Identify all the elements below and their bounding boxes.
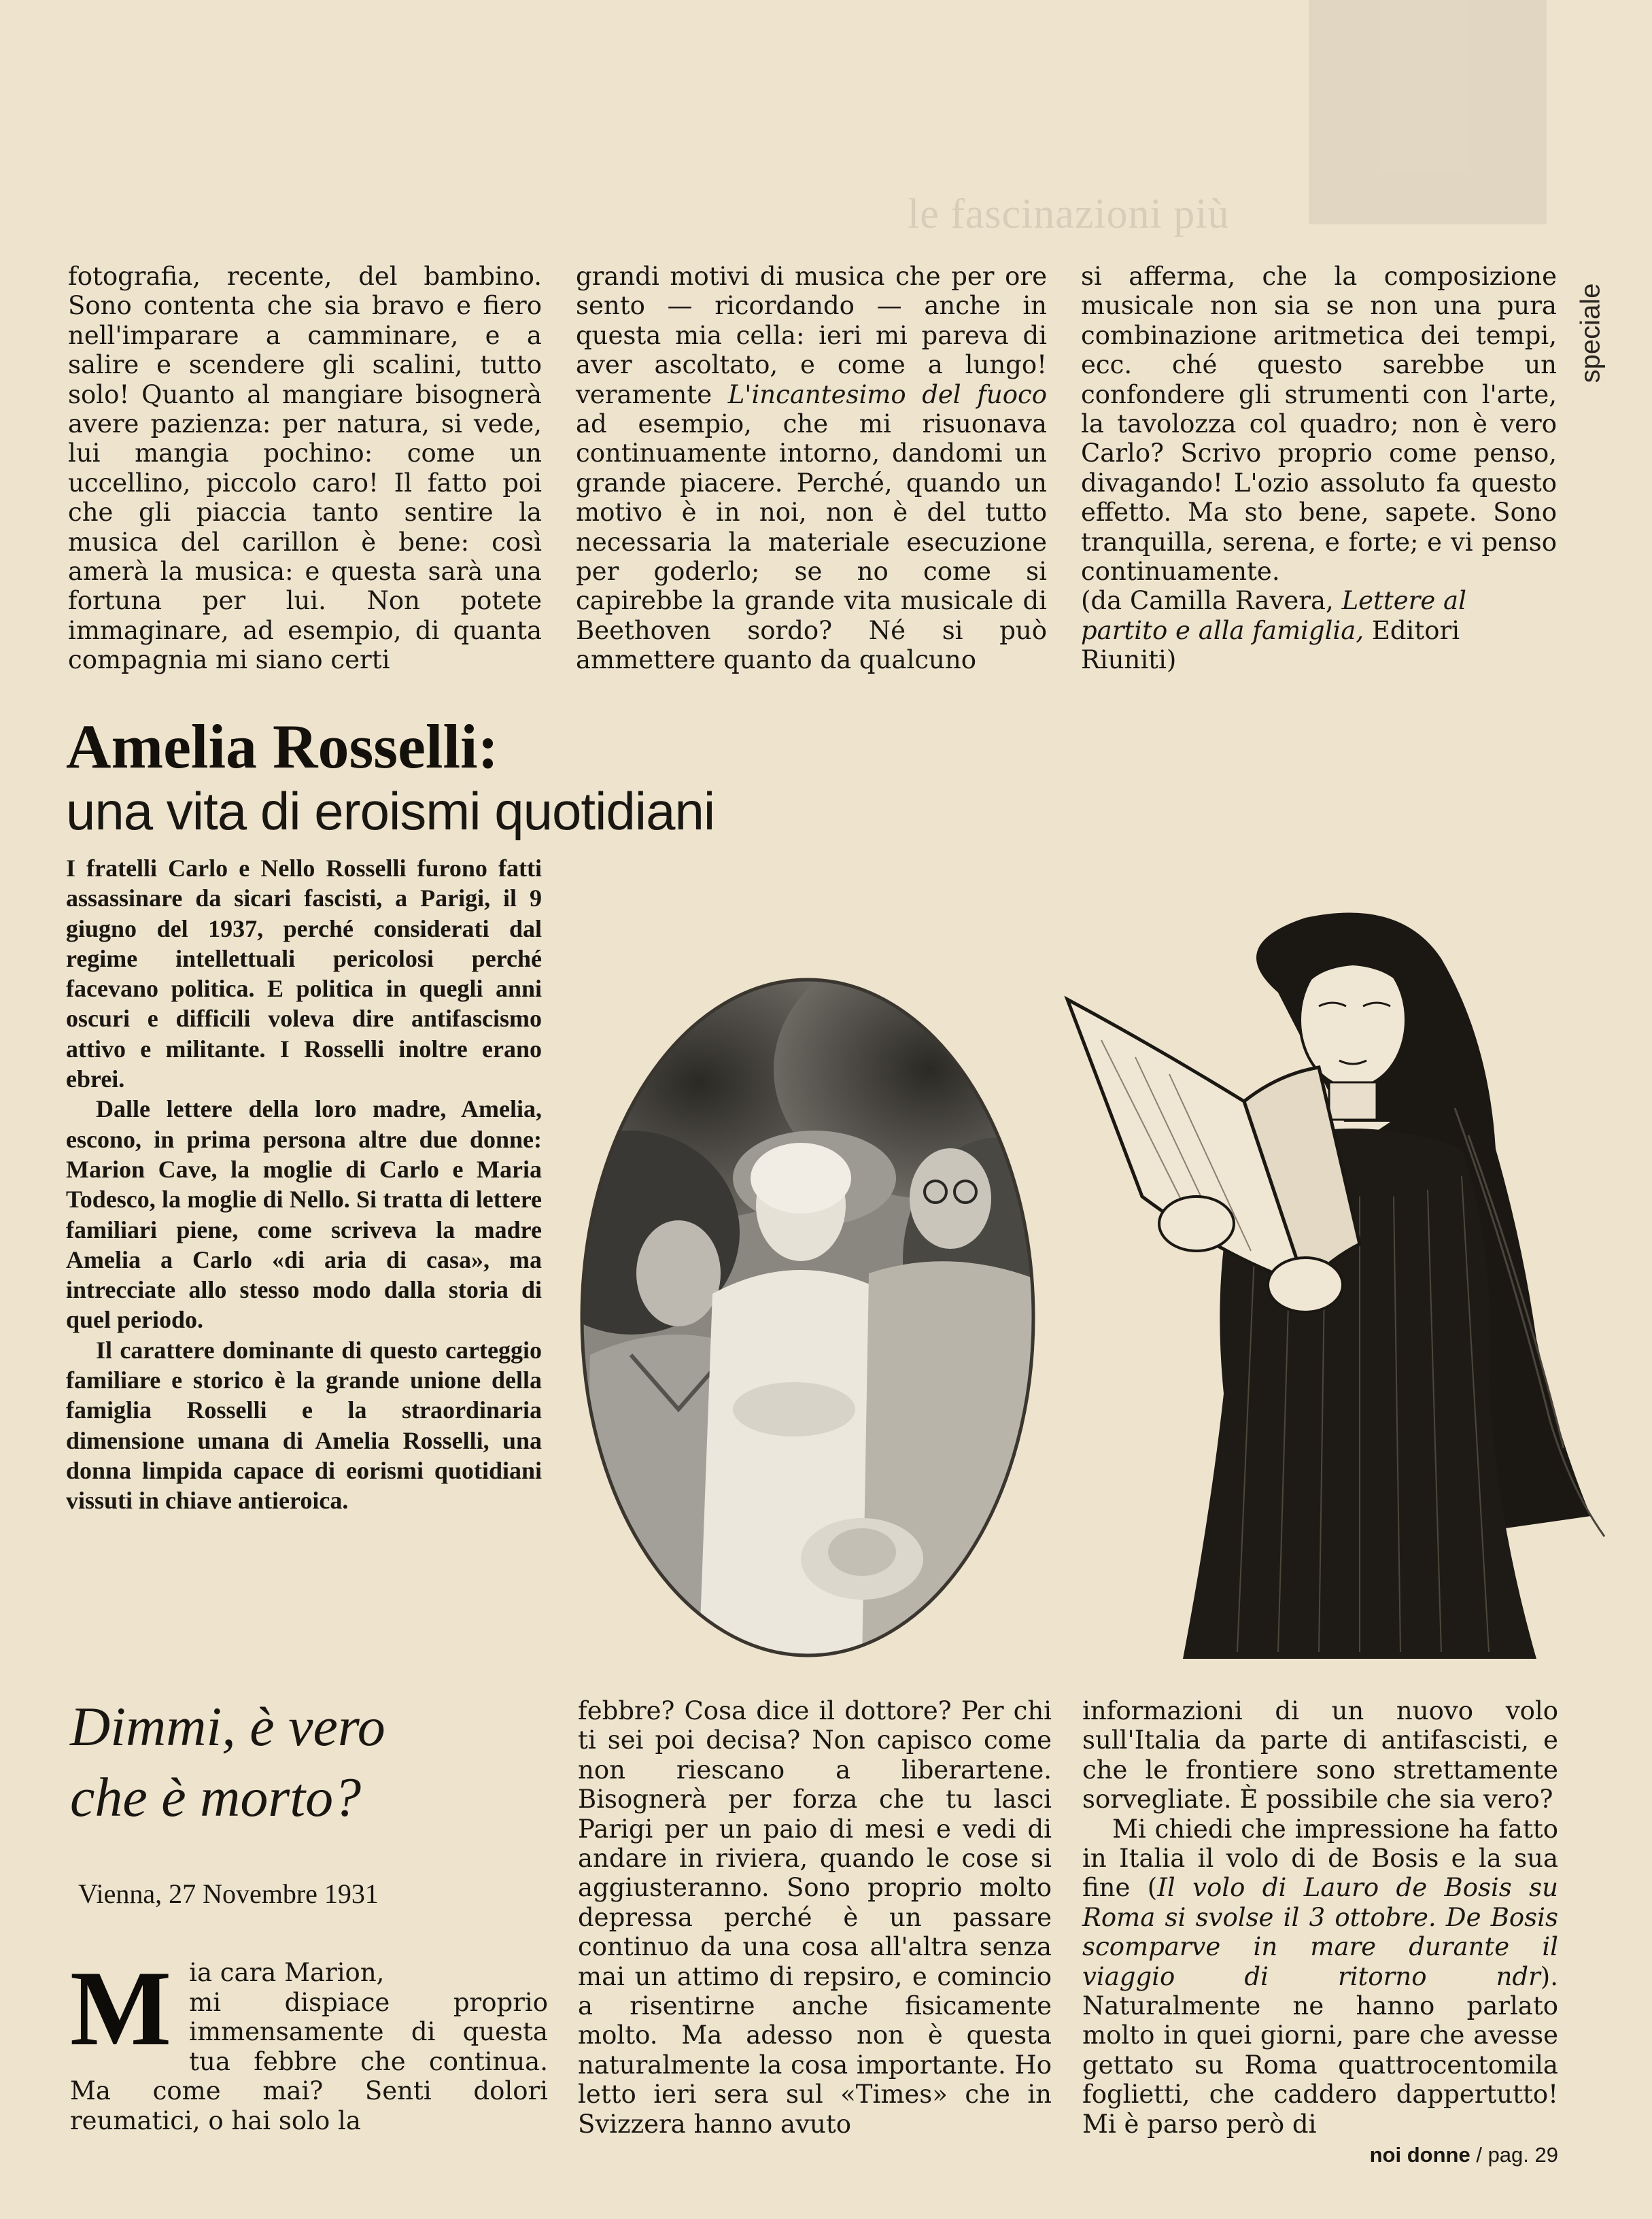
letter-column-3-text: informazioni di un nuovo volo sull'Italia da parte di antifascisti, e che le frontiere sono strettamente sorvegliate. È possibile che sia vero? (1082, 1696, 1558, 1814)
intro-paragraph: I fratelli Carlo e Nello Rosselli furono fatti assassinare da sicari fascisti, a Parigi, il 9 giugno del 1937, perché considerati dal regime intellettuali pericolosi perché facevano politica. E politica in quegli anni oscuri e difficili voleva dire antifascismo attivo e militante. I Rosselli inoltre erano ebrei. (66, 855, 542, 1093)
drop-cap: M (70, 1949, 172, 2068)
top-column-1-text: fotografia, recente, del bambino. Sono contenta che sia bravo e fiero nell'imparare a camminare, e a salire e scendere gli scalini, tutto solo! Quanto al mangiare bisognerà avere pazienza: per natura, si vede, lui mangia pochino: come un uccellino, piccolo caro! Il fatto poi che gli piaccia tanto sentire la musica del carillon è bene: così amerà la musica: e questa sarà una fortuna per lui. Non potete immaginare, ad esempio, di quanta compagnia mi siano certi (68, 262, 542, 675)
article-intro (66, 853, 542, 1516)
letter-column-3 (1082, 1696, 1558, 2139)
letter-column-1 (70, 1949, 548, 2136)
letter-title (70, 1691, 385, 1833)
reading-woman-engraving (1020, 904, 1652, 1666)
top-column-1 (68, 262, 542, 675)
section-label (1570, 252, 1611, 415)
top-column-2-text: grandi motivi di musica che per ore sento — ricordando — anche in questa mia cella: ieri mi pareva di aver ascoltato, e come a lungo! veramente L'incantesimo del fuoco ad esempio, che mi risuonava continuamente intorno, dandomi un grande piacere. Perché, quando un motivo è in noi, non è del tutto necessaria la materiale esecuzione per goderlo; se no come si capirebbe la grande vita musicale di Beethoven sordo? Né si può ammettere quanto da qualcuno (576, 262, 1048, 675)
letter-salutation: ia cara Marion, (189, 1958, 385, 1987)
page-number: pag. 29 (1487, 2143, 1558, 2167)
intro-paragraph: Dalle lettere della loro madre, Amelia, escono, in prima persona altre due donne: Marion Cave, la moglie di Carlo e Maria Todesco, la moglie di Nello. Si tratta di lettere familiari piene, come scriveva la madre Amelia a Carlo «di aria di casa», ma intrecciate allo stesso modo dalla storia di quel periodo. (66, 1095, 542, 1334)
show-through-block (1309, 0, 1547, 224)
letter-opening: mi dispiace proprio immensamente di questa tua febbre che continua. Ma come mai? Senti dolori reumatici, o hai solo la (70, 1987, 548, 2135)
article-subheadline: una vita di eroismi quotidiani (66, 781, 715, 841)
top-column-3-text: si afferma, che la composizione musicale non sia se non una pura combinazione aritmetica dei tempi, ecc. ché questo sarebbe un confondere gli strumenti con l'arte, la tavolozza col quadro; non è vero Carlo? Scrivo proprio come penso, divagando! L'ozio assoluto fa questo effetto. Ma sto bene, sapete. Sono tranquilla, serena, e forte; e vi penso continuamente. (1081, 262, 1557, 587)
page-footer: noi donne / pag. 29 (1369, 2143, 1558, 2167)
letter-column-2 (578, 1696, 1052, 2139)
section-label-text: speciale (1575, 283, 1606, 383)
show-through-text: le fascinazioni più (908, 191, 1230, 237)
letter-date: Vienna, 27 Novembre 1931 (78, 1878, 379, 1909)
letter-column-2-text: febbre? Cosa dice il dottore? Per chi ti sei poi decisa? Non capisco come non riescano a liberartene. Bisognerà per forza che tu lasci Parigi per un paio di mesi e vedi di andare in riviera, quando le cose si aggiusteranno. Sono proprio molto depressa perché è un passare continuo da una cosa all'altra senza mai un attimo di repsiro, e comincio a risentirne anche fisicamente molto. Ma adesso non è questa naturalmente la cosa importante. Ho letto ieri sera sul «Times» che in Svizzera hanno avuto (578, 1696, 1052, 2139)
oval-family-photo (577, 974, 1039, 1661)
intro-paragraph: Il carattere dominante di questo carteggio familiare e storico è la grande unione della famiglia Rosselli e la straordinaria dimensione umana di Amelia Rosselli, una donna limpida capace di eorismi quotidiani vissuti in chiave antieroica. (66, 1336, 542, 1515)
article-headline: Amelia Rosselli: (66, 712, 499, 781)
magazine-name: noi donne (1369, 2143, 1470, 2167)
source-book-title: Lettere al partito e alla famiglia, (1081, 586, 1466, 645)
letter-column-3-text: Mi chiedi che impressione ha fatto in Italia il volo di de Bosis e la sua fine (Il volo di Lauro de Bosis su Roma si svolse il 3 ottobre. De Bosis scomparve in mare durante il viaggio di ritorno ndr). Naturalmente ne hanno parlato molto in quei giorni, pare che avesse gettato su Roma quattrocentomila foglietti, che caddero dappertutto! Mi è parso però di (1082, 1814, 1558, 2139)
letter-title-line: Dimmi, è vero (70, 1696, 385, 1757)
opera-title: L'incantesimo del fuoco (727, 379, 1048, 409)
top-column-2 (576, 262, 1047, 675)
editor-note: Il volo di Lauro de Bosis su Roma si svolse il 3 ottobre. De Bosis scomparve in mare durante il viaggio di ritorno ndr (1082, 1873, 1558, 1991)
letter-title-line: che è morto? (70, 1766, 362, 1828)
top-column-3 (1081, 262, 1557, 675)
source-citation: (da Camilla Ravera, Lettere al partito e alla famiglia, Editori Riuniti) (1081, 586, 1466, 675)
